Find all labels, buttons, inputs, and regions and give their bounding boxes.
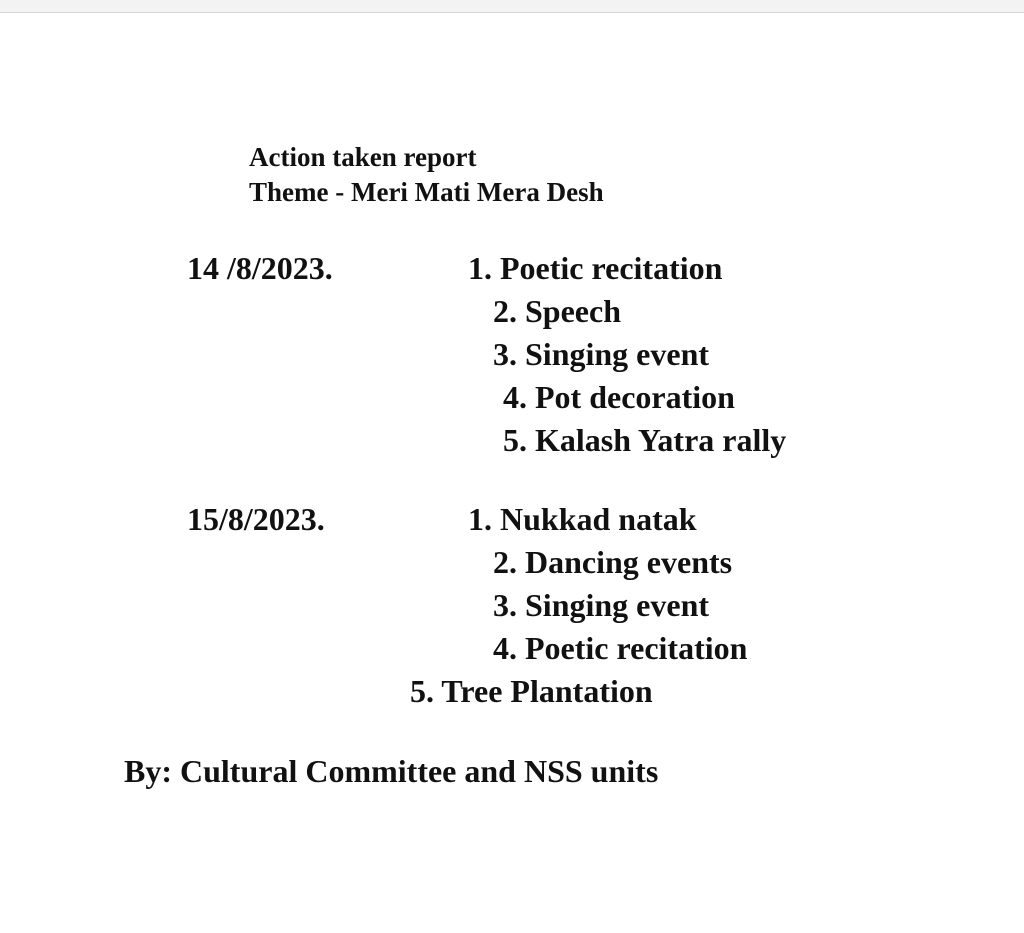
day-1-event-3: 3. Singing event bbox=[493, 336, 710, 372]
day-1-event-5: 5. Kalash Yatra rally bbox=[503, 422, 787, 458]
day-1-event-1: 1. Poetic recitation bbox=[468, 250, 723, 286]
window-top-bar bbox=[0, 0, 1024, 13]
report-title: Action taken report bbox=[249, 142, 477, 172]
day-2-event-3: 3. Singing event bbox=[493, 587, 710, 623]
day-2-event-2: 2. Dancing events bbox=[493, 544, 733, 580]
day-2-event-5: 5. Tree Plantation bbox=[410, 673, 653, 709]
day-1-date: 14 /8/2023. bbox=[187, 250, 333, 286]
organizer-credit: By: Cultural Committee and NSS units bbox=[124, 753, 659, 789]
day-1-event-2: 2. Speech bbox=[493, 293, 621, 329]
day-2-event-1: 1. Nukkad natak bbox=[468, 501, 697, 537]
day-1-event-4: 4. Pot decoration bbox=[503, 379, 735, 415]
day-2-event-4: 4. Poetic recitation bbox=[493, 630, 748, 666]
report-theme: Theme - Meri Mati Mera Desh bbox=[249, 177, 604, 207]
day-2-date: 15/8/2023. bbox=[187, 501, 325, 537]
